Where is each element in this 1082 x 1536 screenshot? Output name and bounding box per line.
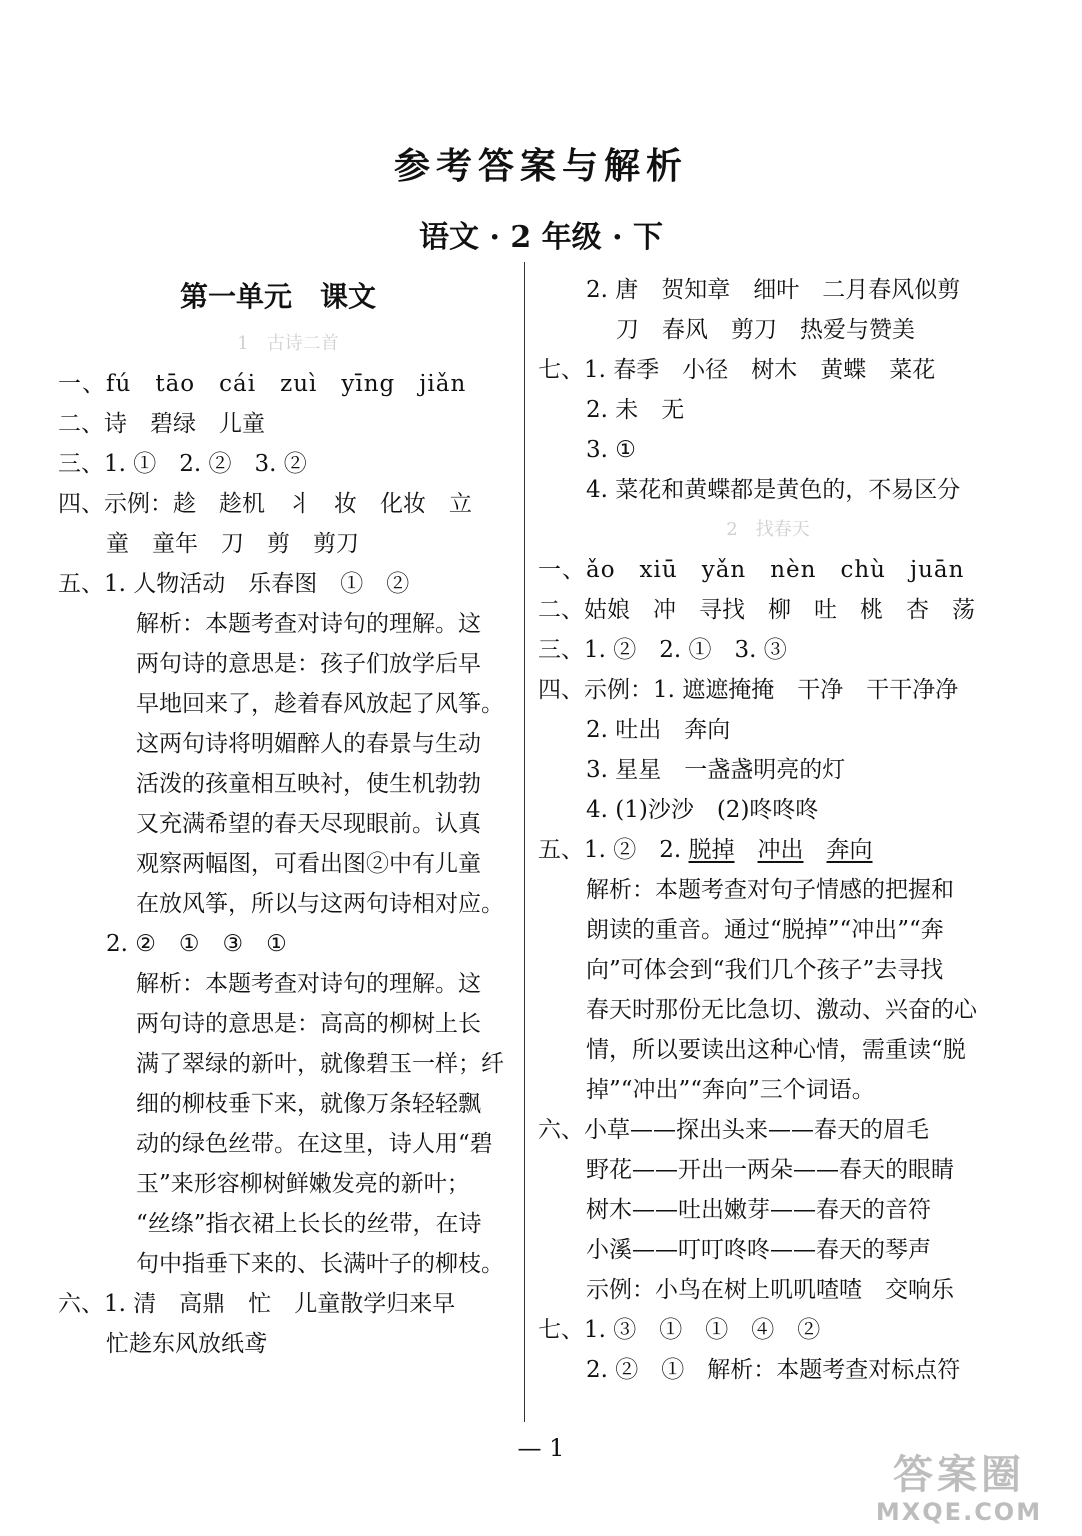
analysis-line: 又充满希望的春天尽现眼前。认真 — [136, 811, 481, 837]
answer-line: 3. ① — [586, 437, 636, 463]
answer-line: 三、1. ① 2. ② 3. ② — [58, 451, 307, 477]
answer-line: 2. 未 无 — [586, 397, 685, 423]
answer-line: 2. 吐出 奔向 — [586, 717, 731, 743]
analysis-line: 情，所以要读出这种心情，需重读“脱 — [586, 1037, 966, 1063]
answer-line: 一、ǎo xiū yǎn nèn chù juān — [538, 557, 965, 583]
answer-line: 4. (1)沙沙 (2)咚咚咚 — [586, 797, 819, 823]
left-column — [58, 270, 518, 1364]
analysis-line: 句中指垂下来的、长满叶子的柳枝。 — [136, 1251, 504, 1277]
answer-line: 四、示例：趁 趁机 丬 妆 化妆 立 — [58, 491, 472, 517]
answer-line — [538, 830, 998, 870]
page-title: 参考答案与解析 — [393, 145, 688, 187]
answer-line: 六、小草——探出头来——春天的眉毛 — [538, 1117, 929, 1143]
answer-line: 2. 唐 贺知章 细叶 二月春风似剪 — [586, 277, 961, 303]
analysis-line: 解析：本题考查对诗句的理解。这 — [136, 611, 481, 637]
answer-line: 七、1. 春季 小径 树木 黄蝶 菜花 — [538, 357, 936, 383]
analysis-line: 春天时那份无比急切、激动、兴奋的心 — [586, 997, 977, 1023]
underlined-word: 冲出 — [757, 837, 804, 863]
watermark-logo: 答案圈 — [893, 1452, 1025, 1498]
watermark-url: MXQE.COM — [875, 1498, 1043, 1526]
right-column — [538, 270, 998, 1390]
underlined-word: 奔向 — [826, 837, 873, 863]
analysis-line: 掉”“冲出”“奔向”三个词语。 — [586, 1077, 875, 1103]
analysis-line: 动的绿色丝带。在这里，诗人用“碧 — [136, 1131, 493, 1157]
answer-line: 树木——吐出嫩芽——春天的音符 — [586, 1197, 931, 1223]
lesson-label: 1 古诗二首 — [237, 333, 339, 354]
answer-line: 忙趁东风放纸鸢 — [106, 1331, 267, 1357]
answer-line: 五、1. 人物活动 乐春图 ① ② — [58, 571, 410, 597]
analysis-line: 这两句诗将明媚醉人的春景与生动 — [136, 731, 481, 757]
analysis-line: 向”可体会到“我们几个孩子”去寻找 — [586, 957, 944, 983]
answer-line: 2. ② ① ③ ① — [106, 931, 287, 957]
answer-line: 童 童年 刀 剪 剪刀 — [106, 531, 359, 557]
analysis-line: 细的柳枝垂下来，就像万条轻轻飘 — [136, 1091, 481, 1117]
answer-line: 4. 菜花和黄蝶都是黄色的，不易区分 — [586, 477, 961, 503]
answer-line: 小溪——叮叮咚咚——春天的琴声 — [586, 1237, 931, 1263]
analysis-line: 两句诗的意思是：孩子们放学后早 — [136, 651, 481, 677]
answer-line: 示例：小鸟在树上叽叽喳喳 交响乐 — [586, 1277, 954, 1303]
underlined-word: 脱掉 — [688, 837, 735, 863]
answer-line: 六、1. 清 高鼎 忙 儿童散学归来早 — [58, 1291, 456, 1317]
analysis-line: 玉”来形容柳树鲜嫩发亮的新叶； — [136, 1171, 470, 1197]
answer-line: 三、1. ② 2. ① 3. ③ — [538, 637, 787, 663]
analysis-line: 在放风筝，所以与这两句诗相对应。 — [136, 891, 504, 917]
answer-line: 四、示例：1. 遮遮掩掩 干净 干干净净 — [538, 677, 959, 703]
answer-prefix: 五、1. ② 2. — [538, 837, 689, 863]
analysis-line: 解析：本题考查对句子情感的把握和 — [586, 877, 954, 903]
answer-line: 一、fú tāo cái zuì yīng jiǎn — [58, 371, 467, 397]
analysis-line: “丝绦”指衣裙上长长的丝带，在诗 — [136, 1211, 482, 1237]
lesson-label: 2 找春天 — [726, 519, 810, 540]
analysis-line: 观察两幅图，可看出图②中有儿童 — [136, 851, 481, 877]
answer-line: 二、姑娘 冲 寻找 柳 吐 桃 杏 荡 — [538, 597, 975, 623]
answer-line: 七、1. ③ ① ① ④ ② — [538, 1317, 821, 1343]
answer-line: 3. 星星 一盏盏明亮的灯 — [586, 757, 846, 783]
answer-line: 刀 春风 剪刀 热爱与赞美 — [616, 317, 915, 343]
analysis-line: 两句诗的意思是：高高的柳树上长 — [136, 1011, 481, 1037]
page-subtitle: 语文 · 2 年级 · 下 — [419, 220, 663, 255]
analysis-line: 解析：本题考查对诗句的理解。这 — [136, 971, 481, 997]
analysis-line: 早地回来了，趁着春风放起了风筝。 — [136, 691, 504, 717]
page-number: — 1 — [517, 1434, 565, 1462]
analysis-line: 朗读的重音。通过“脱掉”“冲出”“奔 — [586, 917, 944, 943]
watermark — [854, 1452, 1064, 1526]
answer-line: 二、诗 碧绿 儿童 — [58, 411, 265, 437]
answer-line: 2. ② ① 解析：本题考查对标点符 — [586, 1357, 961, 1383]
column-divider — [524, 262, 525, 1422]
answer-line: 野花——开出一两朵——春天的眼睛 — [586, 1157, 954, 1183]
analysis-line: 活泼的孩童相互映衬，使生机勃勃 — [136, 771, 481, 797]
unit-heading: 第一单元 课文 — [179, 280, 376, 313]
analysis-line: 满了翠绿的新叶，就像碧玉一样；纤 — [136, 1051, 504, 1077]
